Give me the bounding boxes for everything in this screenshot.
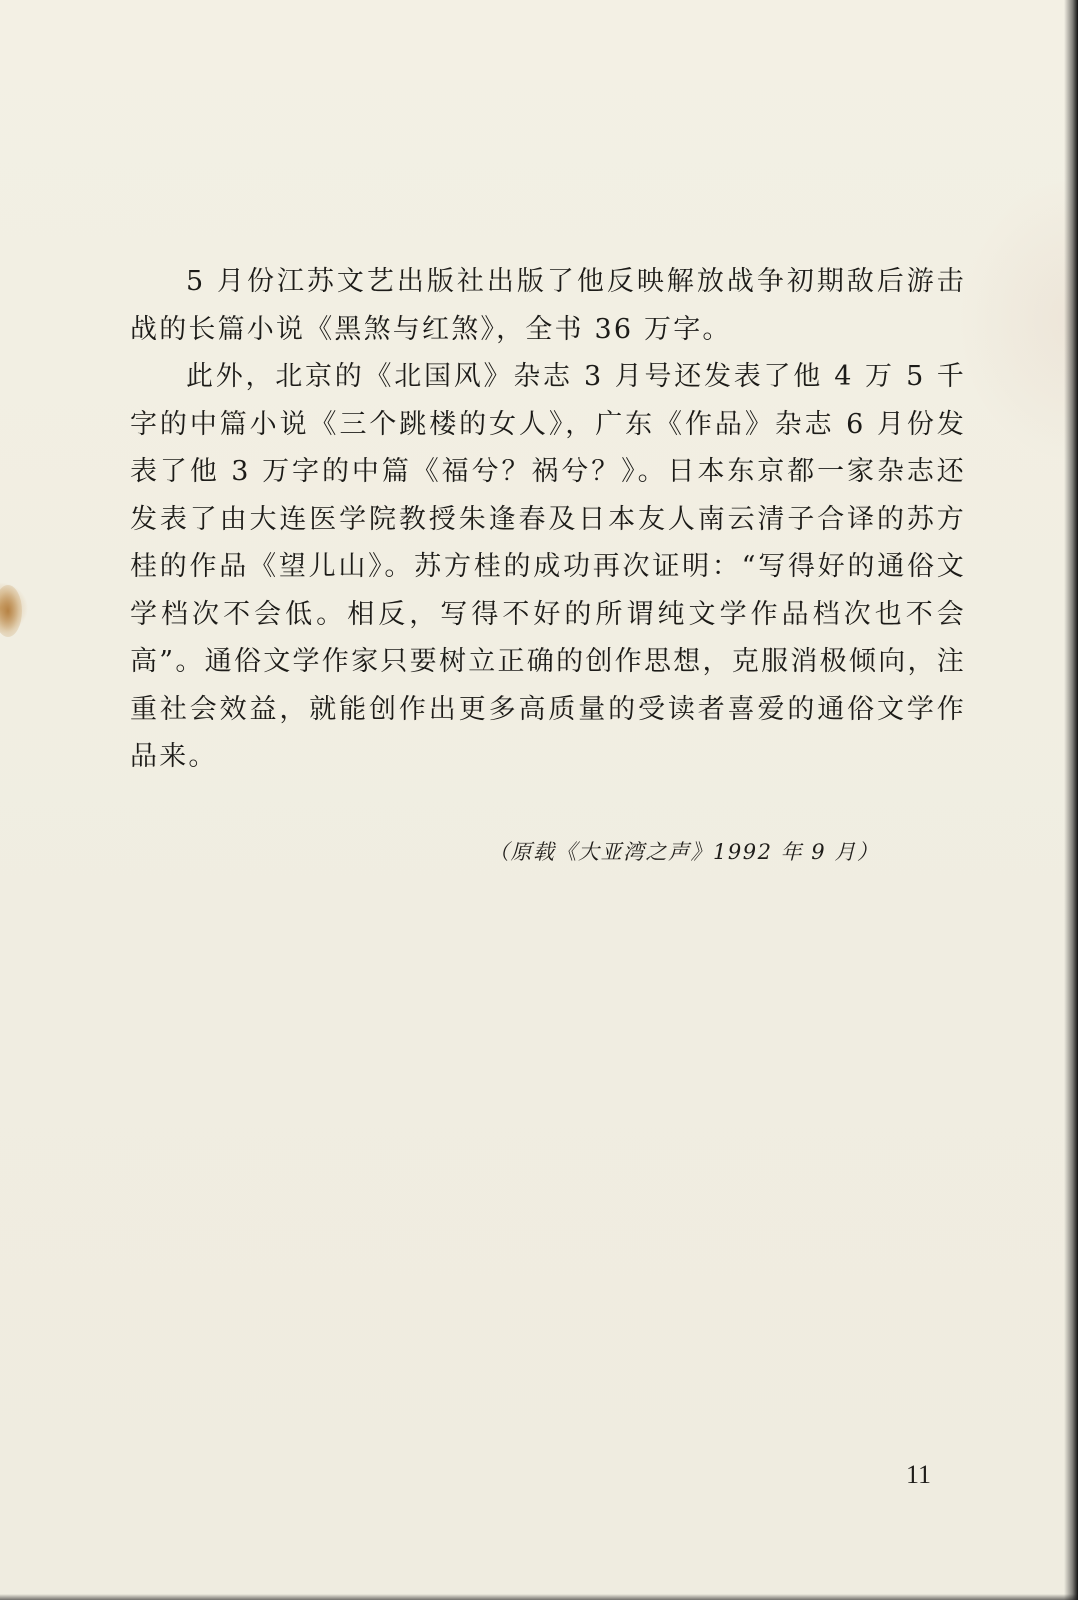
page-number: 11 [906,1460,932,1489]
scan-edge-right [1064,0,1078,1600]
article-body [130,258,966,781]
paragraph-1: 5 月份江苏文艺出版社出版了他反映解放战争初期敌后游击战的长篇小说《黑煞与红煞》，全书 36 万字。 [130,266,966,345]
source-note: （原载《大亚湾之声》1992 年 9 月） [488,840,880,864]
scan-edge-bottom [0,1594,1078,1600]
paragraph-2: 此外，北京的《北国风》杂志 3 月号还发表了他 4 万 5 千字的中篇小说《三个跳楼的女人》，广东《作品》杂志 6 月份发表了他 3 万字的中篇《福兮？祸兮？》。日本东京都一家杂志还发表了由大连医学院教授朱逢春及日本友人南云清子合译的苏方桂的作品《望儿山》。苏方桂的成功再次证明：“写得好的通俗文学档次不会低。相反，写得不好的所谓纯文学作品档次也不会高”。通俗文学作家只要树立正确的创作思想，克服消极倾向，注重社会效益，就能创作出更多高质量的受读者喜爱的通俗文学作品来。 [130,361,966,772]
paper-stain [0,585,22,637]
